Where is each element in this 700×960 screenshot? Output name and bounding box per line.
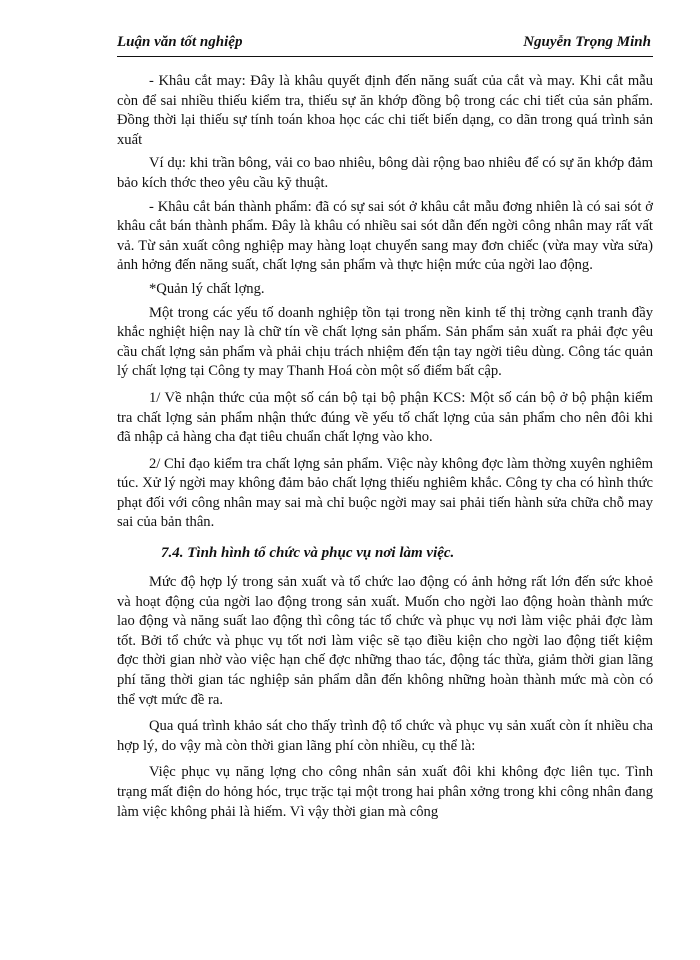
- paragraph-semi-finished-cutting: - Khâu cắt bán thành phẩm: đã có sự sai sót ở khâu cắt mẫu đơng nhiên là có sai sót ở khâu cắt bán thành phẩm. Đây là khâu có nhiều sai sót dẫn đến ngời công nhân may rất vất vả. Từ sản xuất công nghiệp may hàng loạt chuyển sang may đơn chiếc (vừa may vừa sửa) ảnh hởng đến năng suất, chất lợng sản phẩm và thực hiện mức của ngời lao động.: [117, 198, 653, 274]
- header-thesis-title: Luận văn tốt nghiệp: [117, 34, 243, 50]
- paragraph-workplace-organization: Mức độ hợp lý trong sản xuất và tổ chức lao động có ảnh hởng rất lớn đến sức khoẻ và hoạt động của ngời lao động trong sản xuất. Muốn cho ngời lao động hoàn thành mức lao động và năng suất lao động thì công tác tổ chức và phục vụ nơi làm việc phải đợc làm tốt. Bởi tổ chức và phục vụ tốt nơi làm việc sẽ tạo điều kiện cho ngời lao động tiết kiệm đợc thời gian nhờ vào việc hạn chế đợc những thao tác, động tác thừa, giảm thời gian lãng phí tăng thời gian tác nghiệp sản phẩm dẫn đến không những hoàn thành mức mà còn có thể vợt mức đề ra.: [117, 574, 653, 708]
- paragraph-kcs-awareness: 1/ Về nhận thức của một số cán bộ tại bộ phận KCS: Một số cán bộ ở bộ phận kiểm tra chất lợng sản phẩm nhận thức đúng về yếu tố chất lợng của sản phẩm cho nên đôi khi đã nhập cả hàng cha đạt tiêu chuẩn chất lợng vào kho.: [117, 389, 653, 446]
- section-heading: 7.4. Tình hình tổ chức và phục vụ nơi làm việc.: [161, 545, 455, 562]
- page-body: [117, 72, 653, 829]
- paragraph-energy-service: Việc phục vụ năng lợng cho công nhân sản xuất đôi khi không đợc liên tục. Tình trạng mất điện do hỏng hóc, trục trặc tại một trong hai phân xởng trong khi công nhân đang làm việc không phải là hiếm. Vì vậy thời gian mà công: [117, 764, 653, 820]
- paragraph-quality-management-label: *Quản lý chất lợng.: [149, 280, 265, 297]
- paragraph-example: Ví dụ: khi trần bông, vải co bao nhiêu, bông dài rộng bao nhiêu để có sự ăn khớp đảm bảo kích thớc theo yêu cầu kỹ thuật.: [117, 155, 653, 191]
- paragraph-cutting-sewing: - Khâu cắt may: Đây là khâu quyết định đến năng suất của cắt và may. Khi cắt mẫu còn để sai nhiều thiếu kiểm tra, thiếu sự ăn khớp đồng bộ trong các chi tiết của sản phẩm. Đồng thời lại thiếu sự tính toán khoa học các chi tiết biến dạng, co dãn trong quá trình sản xuất: [117, 73, 653, 148]
- page-header: [117, 34, 653, 57]
- header-author-name: Nguyễn Trọng Minh: [523, 34, 651, 50]
- paragraph-quality-inspection: 2/ Chỉ đạo kiểm tra chất lợng sản phẩm. Việc này không đợc làm thờng xuyên nghiêm túc. Xử lý ngời may không đảm bảo chất lợng thiếu nghiêm khắc. Công ty cha có hình thức phạt đối với công nhân may sai mà chỉ buộc ngời may sai phải tiến hành sửa chữa chỗ may sai của bản thân.: [117, 455, 653, 531]
- paragraph-quality-management: Một trong các yếu tố doanh nghiệp tồn tại trong nền kinh tế thị trờng cạnh tranh đầy khắc nghiệt hiện nay là chữ tín về chất lợng sản phẩm. Sản phẩm sản xuất ra phải đợc yêu cầu chất lợng sản phẩm và phải chịu trách nhiệm đến tận tay ngời tiêu dùng. Công tác quản lý chất lợng tại Công ty may Thanh Hoá còn một số điểm bất cập.: [117, 304, 653, 380]
- paragraph-survey-results: Qua quá trình khảo sát cho thấy trình độ tổ chức và phục vụ sản xuất còn ít nhiều cha hợp lý, do vậy mà còn thời gian lãng phí còn nhiều, cụ thể là:: [117, 718, 653, 754]
